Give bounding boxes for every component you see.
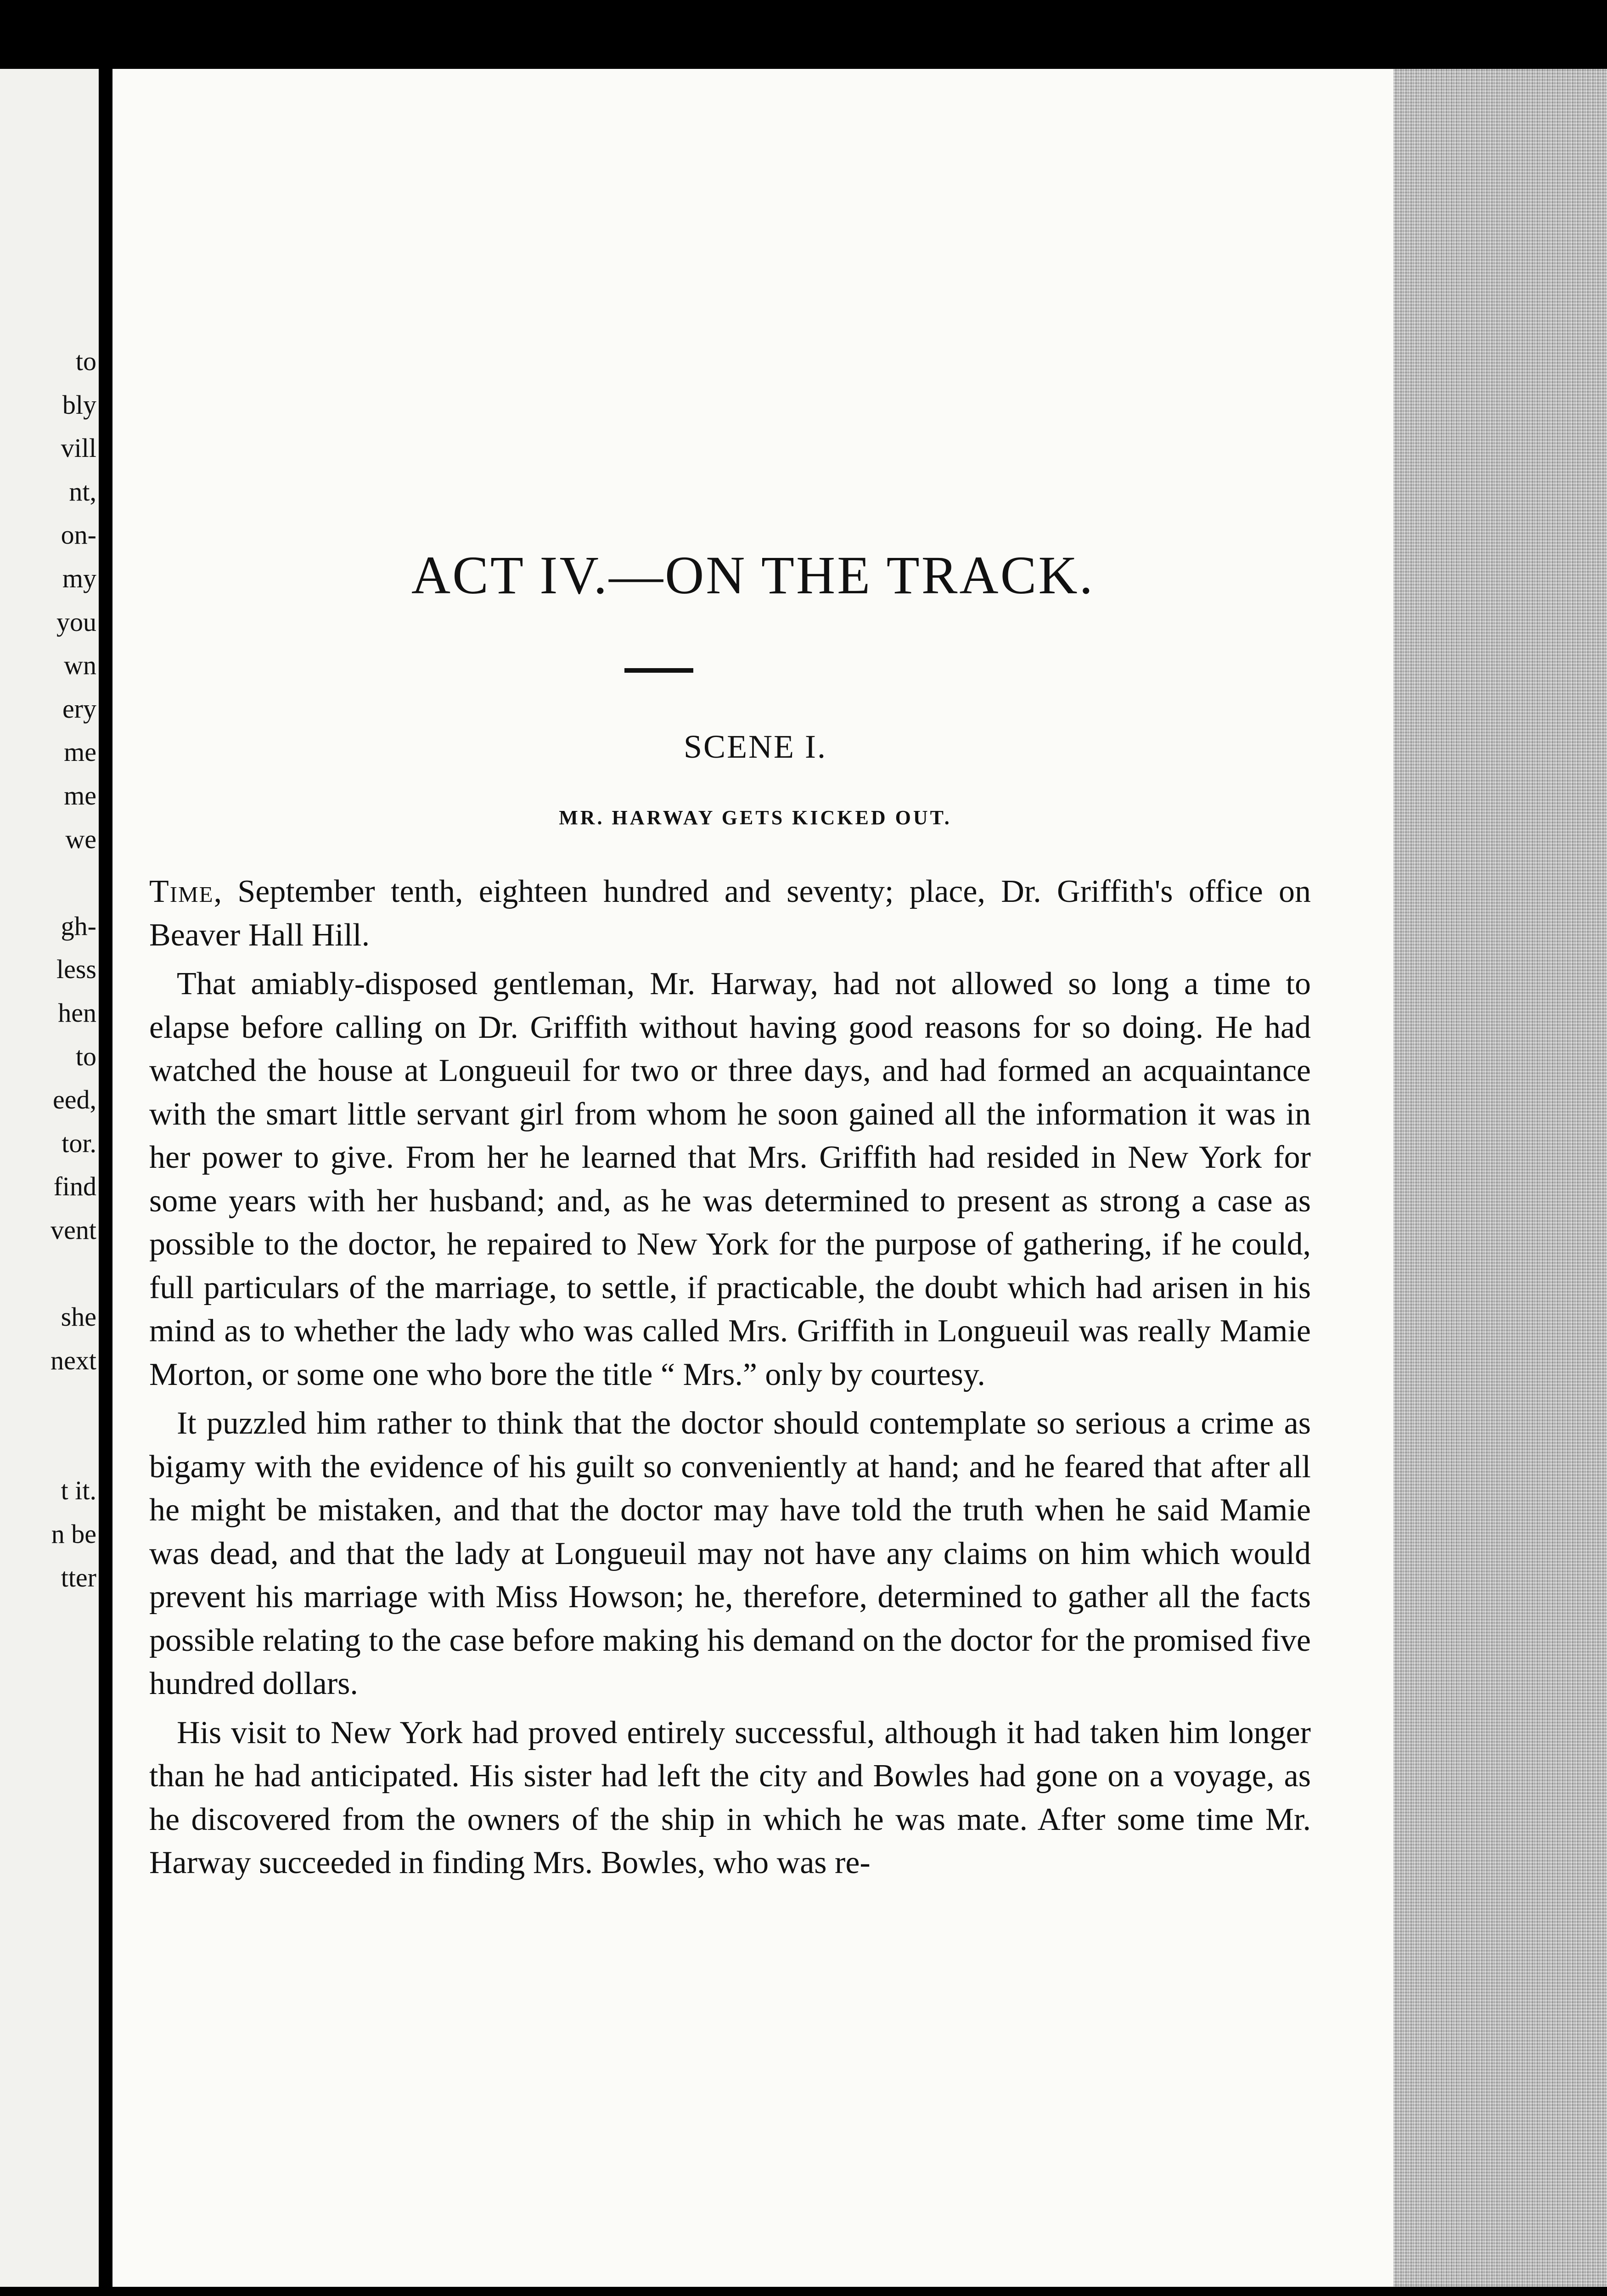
opening-rest: , September tenth, eighteen hundred and seventy; place, Dr. Griffith's office on Beaver Hall Hill.	[149, 874, 1311, 953]
adjacent-page-fragment	[9, 861, 96, 905]
adjacent-page-fragment: vill	[61, 433, 96, 463]
adjacent-page-fragment: find	[53, 1171, 96, 1202]
act-title: ACT IV.—ON THE TRACK.	[411, 545, 1095, 605]
adjacent-page-fragment: me	[64, 780, 96, 810]
adjacent-page-fragment: tor.	[62, 1128, 96, 1158]
title-rule	[624, 668, 693, 673]
adjacent-page-fragment: to	[75, 1041, 96, 1071]
adjacent-page-fragment: me	[64, 737, 96, 767]
adjacent-page-fragment: we	[65, 824, 96, 854]
page-gutter	[99, 69, 112, 2287]
adjacent-page-fragment: my	[62, 563, 96, 593]
paragraph-2: It puzzled him rather to think that the doctor should contemplate so serious a crime as bigamy with the evidence of his guilt so conveniently at hand; and he feared that after all he might be mistaken, and that the doctor may have told the truth when he said Mamie was dead, and that the lady at Longueuil may not have any claims on him which would prevent his marriage with Miss Howson; he, therefore, determined to gather all the facts possible relating to the case before making his demand on the doctor for the promised five hundred dollars.	[149, 1406, 1311, 1701]
adjacent-page-fragment: to	[75, 346, 96, 376]
adjacent-page-fragment: vent	[51, 1215, 96, 1245]
book-page	[112, 69, 1393, 2287]
scene-subtitle: MR. HARWAY GETS KICKED OUT.	[559, 806, 952, 829]
adjacent-page-strip	[0, 69, 99, 2287]
adjacent-page-fragment: n be	[51, 1519, 96, 1549]
adjacent-page-fragment: hen	[58, 997, 96, 1028]
adjacent-page-fragment: bly	[62, 389, 96, 420]
adjacent-page-fragment: eed,	[53, 1085, 96, 1115]
scan-top-border	[0, 0, 1607, 69]
scan-right-edge	[1393, 69, 1607, 2287]
adjacent-page-fragment: ery	[62, 693, 96, 724]
adjacent-page-fragment: less	[56, 954, 96, 985]
adjacent-page-fragments	[9, 340, 96, 1599]
adjacent-page-fragment	[9, 1426, 96, 1469]
adjacent-page-fragment: t it.	[61, 1475, 96, 1506]
opening-lead-word: Time	[149, 874, 214, 909]
body-text	[149, 870, 1311, 1891]
adjacent-page-fragment: gh-	[61, 911, 96, 941]
scan-bottom-border	[0, 2287, 1607, 2296]
paragraph-1: That amiably-disposed gentleman, Mr. Harway, had not allowed so long a time to elapse before calling on Dr. Griffith without having good reasons for so doing. He had watched the house at Longueuil for two or three days, and had formed an acquaintance with the smart little servant girl from whom he soon gained all the information it was in her power to give. From her he learned that Mrs. Griffith had resided in New York for some years with her husband; and, as he was determined to present as strong a case as possible to the doctor, he repaired to New York for the purpose of gathering, if he could, full particulars of the marriage, to settle, if practicable, the doubt which had arisen in his mind as to whether the lady who was called Mrs. Griffith in Longueuil was really Mamie Morton, or some one who bore the title “ Mrs.” only by courtesy.	[149, 966, 1311, 1392]
adjacent-page-fragment: next	[51, 1345, 96, 1375]
paragraph-3: His visit to New York had proved entirely successful, although it had taken him longer than he had anticipated. His sister had left the city and Bowles had gone on a voyage, as he discovered from the owners of the ship in which he was mate. After some time Mr. Harway succeeded in finding Mrs. Bowles, who was re-	[149, 1715, 1311, 1880]
adjacent-page-fragment	[9, 1252, 96, 1295]
opening-paragraph	[149, 870, 1311, 957]
adjacent-page-fragment: you	[56, 607, 96, 637]
adjacent-page-fragment: on-	[61, 520, 96, 550]
adjacent-page-fragment: tter	[61, 1562, 96, 1593]
adjacent-page-fragment: wn	[64, 650, 96, 681]
adjacent-page-fragment	[9, 1382, 96, 1426]
scene-title: SCENE I.	[684, 728, 827, 765]
adjacent-page-fragment: nt,	[69, 476, 96, 506]
adjacent-page-fragment: she	[61, 1302, 96, 1332]
